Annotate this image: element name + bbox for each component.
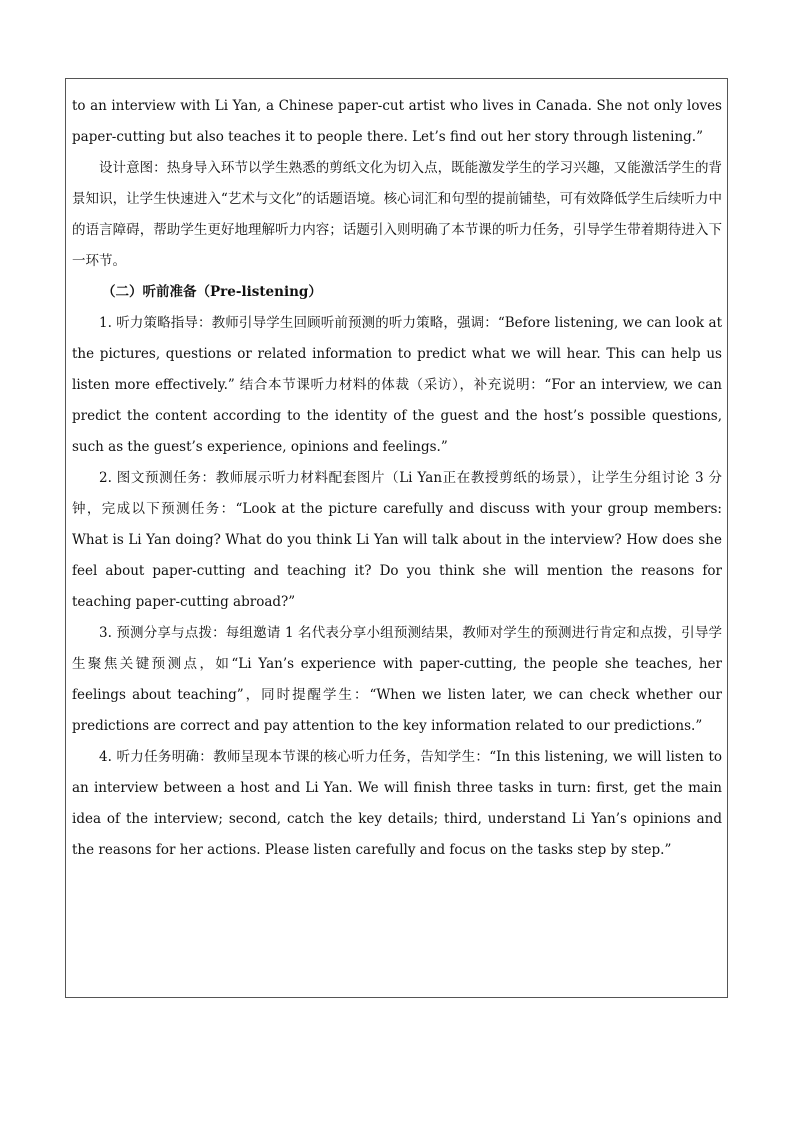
cell-content [72,91,722,866]
step-1-paragraph: 1. 听力策略指导：教师引导学生回顾听前预测的听力策略，强调：“Before listening, we can look at the pictures, questions or related information to predict what we will hear. This can help us listen more effectively.” 结合本节课听力材料的体裁（采访），补充说明：“For an interview, we can predict the content according to the identity of the guest and the host’s possible questions, such as the guest’s experience, opinions and feelings.” [72,315,722,455]
lesson-plan-table-cell [65,78,728,998]
section-heading-pre-listening: （二）听前准备（Pre-listening） [102,284,322,300]
intro-quote-paragraph: to an interview with Li Yan, a Chinese paper-cut artist who lives in Canada. She not only loves paper-cutting but also teaches it to people there. Let’s find out her story through listening.” [72,98,722,145]
design-intent-paragraph: 设计意图：热身导入环节以学生熟悉的剪纸文化为切入点，既能激发学生的学习兴趣，又能激活学生的背景知识，让学生快速进入“艺术与文化”的话题语境。核心词汇和句型的提前铺垫，可有效降低学生后续听力中的语言障碍，帮助学生更好地理解听力内容；话题引入则明确了本节课的听力任务，引导学生带着期待进入下一环节。 [72,160,722,269]
step-2-paragraph: 2. 图文预测任务：教师展示听力材料配套图片（Li Yan正在教授剪纸的场景），让学生分组讨论 3 分钟，完成以下预测任务：“Look at the picture carefully and discuss with your group members: What is Li Yan doing? What do you think Li Yan will talk about in the interview? How does she feel about paper-cutting and teaching it? Do you think she will mention the reasons for teaching paper-cutting abroad?” [72,470,722,610]
step-4-paragraph: 4. 听力任务明确：教师呈现本节课的核心听力任务，告知学生：“In this listening, we will listen to an interview between a host and Li Yan. We will finish three tasks in turn: first, get the main idea of the interview; second, catch the key details; third, understand Li Yan’s opinions and the reasons for her actions. Please listen carefully and focus on the tasks step by step.” [72,749,722,858]
step-3-paragraph: 3. 预测分享与点拨：每组邀请 1 名代表分享小组预测结果，教师对学生的预测进行肯定和点拨，引导学生聚焦关键预测点，如“Li Yan’s experience with paper-cutting, the people she teaches, her feelings about teaching”，同时提醒学生：“When we listen later, we can check whether our predictions are correct and pay attention to the key information related to our predictions.” [72,625,722,734]
